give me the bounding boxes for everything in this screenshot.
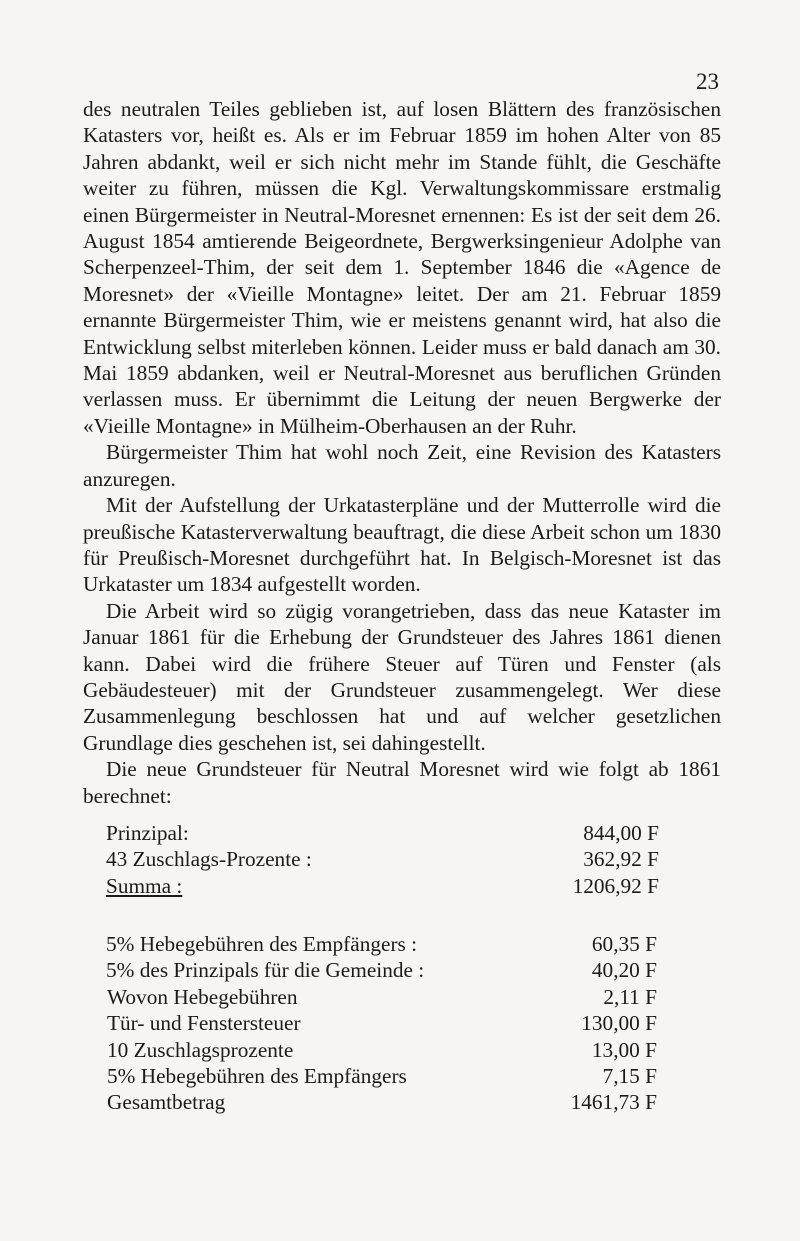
paragraph-1: des neutralen Teiles geblieben ist, auf losen Blättern des französischen Katasters vor, heißt es. Als er im Februar 1859 im hohen Alter von 85 Jahren abdankt, weil er sich nicht mehr im Stande fühlt, die Geschäfte weiter zu führen, müssen die Kgl. Verwaltungskommissare erstmalig einen Bürgermeister in Neutral-Moresnet ernennen: Es ist der seit dem 26. August 1854 amtierende Beigeordnete, Bergwerksingenieur Adolphe van Scherpenzeel-Thim, der seit dem 1. September 1846 die «Agence de Moresnet» der «Vieille Montagne» leitet. Der am 21. Februar 1859 ernannte Bürgermeister Thim, wie er meistens genannt wird, hat also die Entwicklung selbst miterleben können. Leider muss er bald danach am 30. Mai 1859 abdanken, weil er Neutral-Moresnet aus beruflichen Gründen verlassen muss. Er übernimmt die Leitung der neuen Bergwerke der «Vieille Montagne» in Mülheim-Oberhausen an der Ruhr. bbox=[83, 97, 721, 438]
row-amount: 844,00 F bbox=[583, 821, 659, 845]
row-amount: 13,00 F bbox=[591, 1037, 657, 1062]
row-amount: 130,00 F bbox=[581, 1011, 657, 1036]
tax-table-fees bbox=[83, 931, 657, 1116]
row-amount: 60,35 F bbox=[591, 932, 657, 956]
table-row bbox=[83, 1089, 657, 1115]
row-label: Gesamtbetrag bbox=[107, 1090, 226, 1115]
row-label: 5% Hebegebühren des Empfängers bbox=[107, 1063, 407, 1088]
row-label: 5% Hebegebühren des Empfängers : bbox=[106, 932, 418, 956]
row-amount: 40,20 F bbox=[591, 958, 657, 983]
table-row bbox=[83, 873, 659, 899]
table-row bbox=[83, 931, 657, 957]
row-amount: 1206,92 F bbox=[572, 873, 659, 898]
row-amount: 1461,73 F bbox=[570, 1090, 657, 1115]
page-number: 23 bbox=[696, 69, 719, 94]
row-amount: 2,11 F bbox=[603, 984, 657, 1009]
row-label: Prinzipal: bbox=[106, 821, 189, 845]
body-text bbox=[83, 96, 721, 809]
tax-table-principal bbox=[83, 820, 659, 899]
row-label: 43 Zuschlags-Prozente : bbox=[106, 847, 312, 872]
row-label: 10 Zuschlagsprozente bbox=[107, 1037, 294, 1062]
row-label: Summa : bbox=[106, 873, 183, 898]
table-row bbox=[83, 846, 659, 872]
row-amount: 362,92 F bbox=[583, 847, 659, 872]
table-row bbox=[83, 957, 657, 983]
row-label: 5% des Prinzipals für die Gemeinde : bbox=[106, 958, 425, 983]
row-label: Wovon Hebegebühren bbox=[107, 984, 298, 1009]
row-amount: 7,15 F bbox=[602, 1063, 657, 1088]
table-row bbox=[83, 984, 657, 1010]
table-row bbox=[83, 1063, 657, 1089]
table-row bbox=[83, 820, 659, 846]
table-row bbox=[83, 1037, 657, 1063]
paragraph-2: Bürgermeister Thim hat wohl noch Zeit, eine Revision des Katasters anzuregen. bbox=[83, 440, 721, 491]
paragraph-3: Mit der Aufstellung der Urkatasterpläne und der Mutterrolle wird die preußische Katasterverwaltung beauftragt, die diese Arbeit schon um 1830 für Preußisch-Moresnet durchgeführt hat. In Belgisch-Moresnet ist das Urkataster um 1834 aufgestellt worden. bbox=[83, 493, 721, 597]
table-row bbox=[83, 1010, 657, 1036]
row-label: Tür- und Fenstersteuer bbox=[107, 1011, 301, 1036]
paragraph-4: Die Arbeit wird so zügig vorangetrieben, dass das neue Kataster im Januar 1861 für die Erhebung der Grundsteuer des Jahres 1861 dienen kann. Dabei wird die frühere Steuer auf Türen und Fenster (als Gebäudesteuer) mit der Grundsteuer zusammengelegt. Wer diese Zusammenlegung beschlossen hat und auf welcher gesetzlichen Grundlage dies geschehen ist, sei dahingestellt. bbox=[83, 598, 721, 755]
paragraph-5: Die neue Grundsteuer für Neutral Moresnet wird wie folgt ab 1861 berechnet: bbox=[83, 757, 721, 808]
